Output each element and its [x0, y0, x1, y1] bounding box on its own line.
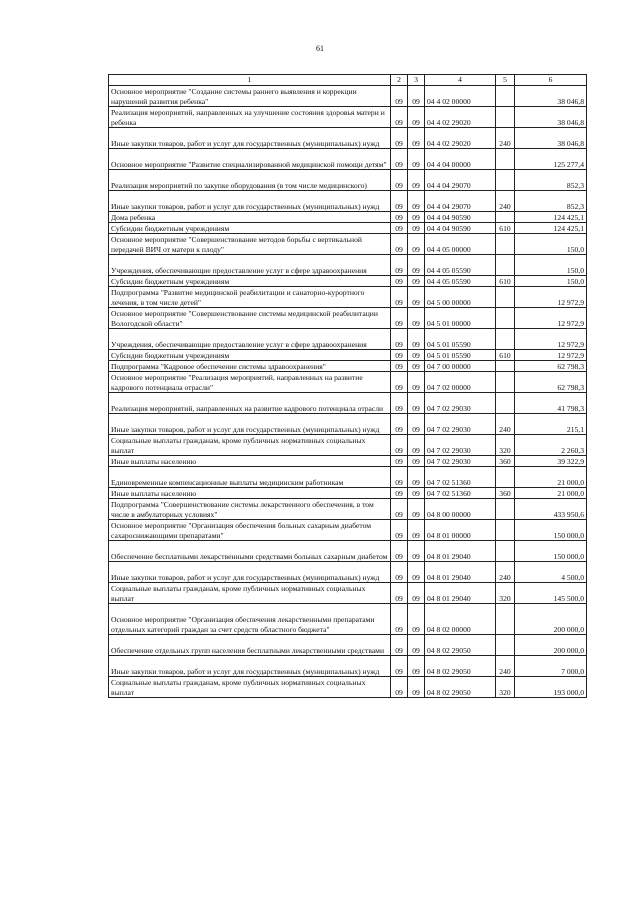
row-amount-cell: 7 000,0 — [515, 656, 587, 677]
row-subsection-cell: 09 — [408, 107, 425, 128]
row-name-cell: Субсидии бюджетным учреждениям — [109, 350, 391, 361]
row-subsection-cell: 09 — [408, 361, 425, 372]
row-target-article-cell: 04 4 04 00000 — [425, 149, 496, 170]
row-section-cell: 09 — [391, 499, 408, 520]
row-amount-cell: 21 000,0 — [515, 488, 587, 499]
row-expense-type-cell — [496, 255, 515, 276]
row-expense-type-cell: 610 — [496, 350, 515, 361]
header-row — [109, 75, 587, 86]
row-name-cell: Социальные выплаты гражданам, кроме публичных нормативных социальных выплат — [109, 435, 391, 456]
row-subsection-cell: 09 — [408, 191, 425, 212]
row-amount-cell: 12 972,9 — [515, 308, 587, 329]
header-amount: 6 — [515, 75, 587, 86]
row-target-article-cell: 04 7 02 29030 — [425, 414, 496, 435]
row-section-cell: 09 — [391, 456, 408, 467]
row-target-article-cell: 04 5 00 00000 — [425, 287, 496, 308]
row-name-cell: Учреждения, обеспечивающие предоставление услуг в сфере здравоохранения — [109, 255, 391, 276]
row-subsection-cell: 09 — [408, 656, 425, 677]
row-name-cell: Субсидии бюджетным учреждениям — [109, 276, 391, 287]
table-header — [109, 75, 587, 86]
row-name-cell: Реализация мероприятий, направленных на улучшение состояния здоровья матери и ребенка — [109, 107, 391, 128]
row-subsection-cell: 09 — [408, 308, 425, 329]
row-target-article-cell: 04 4 04 29070 — [425, 191, 496, 212]
row-section-cell: 09 — [391, 656, 408, 677]
row-amount-cell: 62 798,3 — [515, 361, 587, 372]
row-expense-type-cell: 360 — [496, 456, 515, 467]
row-name-cell: Основное мероприятие "Совершенствование системы медицинской реабилитации Вологодской области" — [109, 308, 391, 329]
row-amount-cell: 12 972,9 — [515, 350, 587, 361]
table-row — [109, 456, 587, 467]
row-name-cell: Подпрограмма "Кадровое обеспечение системы здравоохранения" — [109, 361, 391, 372]
row-amount-cell: 150,0 — [515, 234, 587, 255]
row-target-article-cell: 04 5 01 05590 — [425, 329, 496, 350]
row-subsection-cell: 09 — [408, 583, 425, 604]
row-name-cell: Подпрограмма "Развитие медицинской реабилитации и санаторно-курортного лечения, в том числе детей" — [109, 287, 391, 308]
row-name-cell: Основное мероприятие "Развитие специализированной медицинской помощи детям" — [109, 149, 391, 170]
row-section-cell: 09 — [391, 562, 408, 583]
row-name-cell: Основное мероприятие "Создание системы раннего выявления и коррекции нарушений развития ребенка" — [109, 86, 391, 107]
row-section-cell: 09 — [391, 361, 408, 372]
row-amount-cell: 39 322,9 — [515, 456, 587, 467]
row-subsection-cell: 09 — [408, 234, 425, 255]
row-subsection-cell: 09 — [408, 223, 425, 234]
row-expense-type-cell: 320 — [496, 583, 515, 604]
table-row — [109, 499, 587, 520]
row-expense-type-cell: 610 — [496, 223, 515, 234]
header-subsection: 3 — [408, 75, 425, 86]
row-target-article-cell: 04 7 00 00000 — [425, 361, 496, 372]
row-expense-type-cell — [496, 86, 515, 107]
row-expense-type-cell: 610 — [496, 276, 515, 287]
row-expense-type-cell — [496, 329, 515, 350]
row-expense-type-cell: 240 — [496, 562, 515, 583]
row-target-article-cell: 04 7 02 51360 — [425, 467, 496, 488]
row-expense-type-cell — [496, 308, 515, 329]
row-section-cell: 09 — [391, 372, 408, 393]
row-name-cell: Реализация мероприятий, направленных на развитие кадрового потенциала отрасли — [109, 393, 391, 414]
row-amount-cell: 200 000,0 — [515, 635, 587, 656]
table-row — [109, 635, 587, 656]
row-target-article-cell: 04 8 02 29050 — [425, 635, 496, 656]
row-amount-cell: 215,1 — [515, 414, 587, 435]
row-section-cell: 09 — [391, 467, 408, 488]
row-name-cell: Социальные выплаты гражданам, кроме публичных нормативных социальных выплат — [109, 677, 391, 698]
row-amount-cell: 41 798,3 — [515, 393, 587, 414]
row-amount-cell: 12 972,9 — [515, 329, 587, 350]
row-target-article-cell: 04 4 05 05590 — [425, 276, 496, 287]
row-section-cell: 09 — [391, 520, 408, 541]
row-expense-type-cell — [496, 467, 515, 488]
row-name-cell: Основное мероприятие "Организация обеспечения лекарственными препаратами отдельных категорий граждан за счет средств областного бюджета" — [109, 604, 391, 635]
row-section-cell: 09 — [391, 604, 408, 635]
row-target-article-cell: 04 8 01 29040 — [425, 583, 496, 604]
row-section-cell: 09 — [391, 170, 408, 191]
row-section-cell: 09 — [391, 107, 408, 128]
header-target-article: 4 — [425, 75, 496, 86]
row-section-cell: 09 — [391, 435, 408, 456]
row-section-cell: 09 — [391, 350, 408, 361]
row-expense-type-cell — [496, 393, 515, 414]
table-row — [109, 350, 587, 361]
table-row — [109, 361, 587, 372]
row-expense-type-cell — [496, 520, 515, 541]
row-target-article-cell: 04 4 02 29020 — [425, 107, 496, 128]
table-row — [109, 562, 587, 583]
row-subsection-cell: 09 — [408, 467, 425, 488]
row-amount-cell: 12 972,9 — [515, 287, 587, 308]
row-target-article-cell: 04 4 04 29070 — [425, 170, 496, 191]
header-section: 2 — [391, 75, 408, 86]
row-amount-cell: 852,3 — [515, 191, 587, 212]
row-subsection-cell: 09 — [408, 456, 425, 467]
row-name-cell: Иные закупки товаров, работ и услуг для государственных (муниципальных) нужд — [109, 128, 391, 149]
table-row — [109, 308, 587, 329]
table-row — [109, 520, 587, 541]
row-expense-type-cell — [496, 107, 515, 128]
row-subsection-cell: 09 — [408, 350, 425, 361]
row-name-cell: Основное мероприятие "Совершенствование методов борьбы с вертикальной передачей ВИЧ от матери к плоду" — [109, 234, 391, 255]
table-row — [109, 255, 587, 276]
table-row — [109, 583, 587, 604]
table-row — [109, 488, 587, 499]
row-name-cell: Единовременные компенсационные выплаты медицинским работникам — [109, 467, 391, 488]
row-target-article-cell: 04 8 00 00000 — [425, 499, 496, 520]
row-section-cell: 09 — [391, 393, 408, 414]
row-name-cell: Обеспечение бесплатными лекарственными средствами больных сахарным диабетом — [109, 541, 391, 562]
row-subsection-cell: 09 — [408, 677, 425, 698]
row-target-article-cell: 04 5 01 05590 — [425, 350, 496, 361]
row-subsection-cell: 09 — [408, 435, 425, 456]
table-row — [109, 191, 587, 212]
row-amount-cell: 38 046,8 — [515, 86, 587, 107]
row-name-cell: Обеспечение отдельных групп населения бесплатными лекарственными средствами — [109, 635, 391, 656]
row-target-article-cell: 04 8 01 29040 — [425, 541, 496, 562]
table-row — [109, 467, 587, 488]
table-row — [109, 393, 587, 414]
table-row — [109, 656, 587, 677]
table-row — [109, 107, 587, 128]
row-target-article-cell: 04 4 05 05590 — [425, 255, 496, 276]
row-subsection-cell: 09 — [408, 170, 425, 191]
row-section-cell: 09 — [391, 635, 408, 656]
row-target-article-cell: 04 4 02 00000 — [425, 86, 496, 107]
row-subsection-cell: 09 — [408, 520, 425, 541]
row-name-cell: Иные выплаты населению — [109, 488, 391, 499]
row-expense-type-cell: 240 — [496, 191, 515, 212]
row-section-cell: 09 — [391, 329, 408, 350]
row-expense-type-cell: 320 — [496, 435, 515, 456]
row-name-cell: Основное мероприятие "Реализация мероприятий, направленных на развитие кадрового потенциала отрасли" — [109, 372, 391, 393]
row-section-cell: 09 — [391, 583, 408, 604]
row-section-cell: 09 — [391, 128, 408, 149]
row-name-cell: Основное мероприятие "Организация обеспечения больных сахарным диабетом сахароснижающими препаратами" — [109, 520, 391, 541]
row-section-cell: 09 — [391, 287, 408, 308]
row-name-cell: Социальные выплаты гражданам, кроме публичных нормативных социальных выплат — [109, 583, 391, 604]
page-number: 61 — [316, 44, 324, 53]
table-row — [109, 128, 587, 149]
budget-table — [108, 74, 587, 698]
row-name-cell: Иные закупки товаров, работ и услуг для государственных (муниципальных) нужд — [109, 656, 391, 677]
row-subsection-cell: 09 — [408, 488, 425, 499]
header-name: 1 — [109, 75, 391, 86]
row-amount-cell: 38 046,8 — [515, 107, 587, 128]
row-section-cell: 09 — [391, 255, 408, 276]
table-row — [109, 287, 587, 308]
row-amount-cell: 852,3 — [515, 170, 587, 191]
row-section-cell: 09 — [391, 308, 408, 329]
row-subsection-cell: 09 — [408, 372, 425, 393]
row-expense-type-cell — [496, 372, 515, 393]
row-section-cell: 09 — [391, 541, 408, 562]
row-expense-type-cell: 240 — [496, 128, 515, 149]
row-subsection-cell: 09 — [408, 128, 425, 149]
row-target-article-cell: 04 4 04 90590 — [425, 212, 496, 223]
row-amount-cell: 150 000,0 — [515, 520, 587, 541]
row-name-cell: Подпрограмма "Совершенствование системы лекарственного обеспечения, в том числе в амбулаторных условиях" — [109, 499, 391, 520]
table-body — [109, 86, 587, 698]
row-name-cell: Иные выплаты населению — [109, 456, 391, 467]
row-subsection-cell: 09 — [408, 562, 425, 583]
row-expense-type-cell — [496, 541, 515, 562]
row-amount-cell: 2 260,3 — [515, 435, 587, 456]
row-subsection-cell: 09 — [408, 287, 425, 308]
table-row — [109, 149, 587, 170]
row-name-cell: Дома ребенка — [109, 212, 391, 223]
row-expense-type-cell — [496, 234, 515, 255]
row-expense-type-cell — [496, 604, 515, 635]
row-amount-cell: 21 000,0 — [515, 467, 587, 488]
row-amount-cell: 150,0 — [515, 255, 587, 276]
row-subsection-cell: 09 — [408, 393, 425, 414]
table-row — [109, 604, 587, 635]
row-subsection-cell: 09 — [408, 635, 425, 656]
row-name-cell: Субсидии бюджетным учреждениям — [109, 223, 391, 234]
row-section-cell: 09 — [391, 677, 408, 698]
row-target-article-cell: 04 5 01 00000 — [425, 308, 496, 329]
row-target-article-cell: 04 8 02 29050 — [425, 677, 496, 698]
row-section-cell: 09 — [391, 191, 408, 212]
row-amount-cell: 62 798,3 — [515, 372, 587, 393]
header-expense-type: 5 — [496, 75, 515, 86]
row-subsection-cell: 09 — [408, 149, 425, 170]
row-amount-cell: 124 425,1 — [515, 223, 587, 234]
table-row — [109, 276, 587, 287]
row-expense-type-cell — [496, 170, 515, 191]
row-section-cell: 09 — [391, 149, 408, 170]
row-subsection-cell: 09 — [408, 541, 425, 562]
row-section-cell: 09 — [391, 86, 408, 107]
row-target-article-cell: 04 8 02 00000 — [425, 604, 496, 635]
row-expense-type-cell — [496, 287, 515, 308]
row-amount-cell: 145 500,0 — [515, 583, 587, 604]
table-row — [109, 414, 587, 435]
table-row — [109, 212, 587, 223]
row-target-article-cell: 04 7 02 29030 — [425, 393, 496, 414]
row-target-article-cell: 04 4 05 00000 — [425, 234, 496, 255]
row-target-article-cell: 04 8 01 29040 — [425, 562, 496, 583]
row-subsection-cell: 09 — [408, 212, 425, 223]
row-subsection-cell: 09 — [408, 86, 425, 107]
table-row — [109, 677, 587, 698]
row-subsection-cell: 09 — [408, 604, 425, 635]
row-amount-cell: 193 000,0 — [515, 677, 587, 698]
table-row — [109, 435, 587, 456]
row-section-cell: 09 — [391, 276, 408, 287]
row-subsection-cell: 09 — [408, 255, 425, 276]
row-target-article-cell: 04 4 02 29020 — [425, 128, 496, 149]
row-amount-cell: 124 425,1 — [515, 212, 587, 223]
row-expense-type-cell — [496, 149, 515, 170]
table-row — [109, 234, 587, 255]
row-subsection-cell: 09 — [408, 329, 425, 350]
row-section-cell: 09 — [391, 212, 408, 223]
row-section-cell: 09 — [391, 223, 408, 234]
row-amount-cell: 150 000,0 — [515, 541, 587, 562]
row-amount-cell: 200 000,0 — [515, 604, 587, 635]
row-subsection-cell: 09 — [408, 499, 425, 520]
row-name-cell: Иные закупки товаров, работ и услуг для государственных (муниципальных) нужд — [109, 562, 391, 583]
row-expense-type-cell — [496, 635, 515, 656]
row-name-cell: Иные закупки товаров, работ и услуг для государственных (муниципальных) нужд — [109, 414, 391, 435]
row-target-article-cell: 04 8 02 29050 — [425, 656, 496, 677]
row-section-cell: 09 — [391, 234, 408, 255]
row-target-article-cell: 04 8 01 00000 — [425, 520, 496, 541]
row-target-article-cell: 04 7 02 29030 — [425, 435, 496, 456]
row-expense-type-cell — [496, 212, 515, 223]
row-subsection-cell: 09 — [408, 414, 425, 435]
row-target-article-cell: 04 7 02 29030 — [425, 456, 496, 467]
row-name-cell: Иные закупки товаров, работ и услуг для государственных (муниципальных) нужд — [109, 191, 391, 212]
row-amount-cell: 38 046,8 — [515, 128, 587, 149]
table-row — [109, 223, 587, 234]
row-section-cell: 09 — [391, 488, 408, 499]
row-target-article-cell: 04 4 04 90590 — [425, 223, 496, 234]
row-amount-cell: 125 277,4 — [515, 149, 587, 170]
row-expense-type-cell: 240 — [496, 656, 515, 677]
table-row — [109, 372, 587, 393]
row-target-article-cell: 04 7 02 51360 — [425, 488, 496, 499]
table-row — [109, 329, 587, 350]
row-name-cell: Учреждения, обеспечивающие предоставление услуг в сфере здравоохранения — [109, 329, 391, 350]
row-expense-type-cell — [496, 499, 515, 520]
table-row — [109, 86, 587, 107]
table-row — [109, 541, 587, 562]
row-amount-cell: 150,0 — [515, 276, 587, 287]
row-expense-type-cell: 320 — [496, 677, 515, 698]
row-amount-cell: 433 950,6 — [515, 499, 587, 520]
row-section-cell: 09 — [391, 414, 408, 435]
row-target-article-cell: 04 7 02 00000 — [425, 372, 496, 393]
row-expense-type-cell — [496, 361, 515, 372]
table-row — [109, 170, 587, 191]
row-subsection-cell: 09 — [408, 276, 425, 287]
row-name-cell: Реализация мероприятий по закупке оборудования (в том числе медицинского) — [109, 170, 391, 191]
row-amount-cell: 4 500,0 — [515, 562, 587, 583]
row-expense-type-cell: 360 — [496, 488, 515, 499]
row-expense-type-cell: 240 — [496, 414, 515, 435]
